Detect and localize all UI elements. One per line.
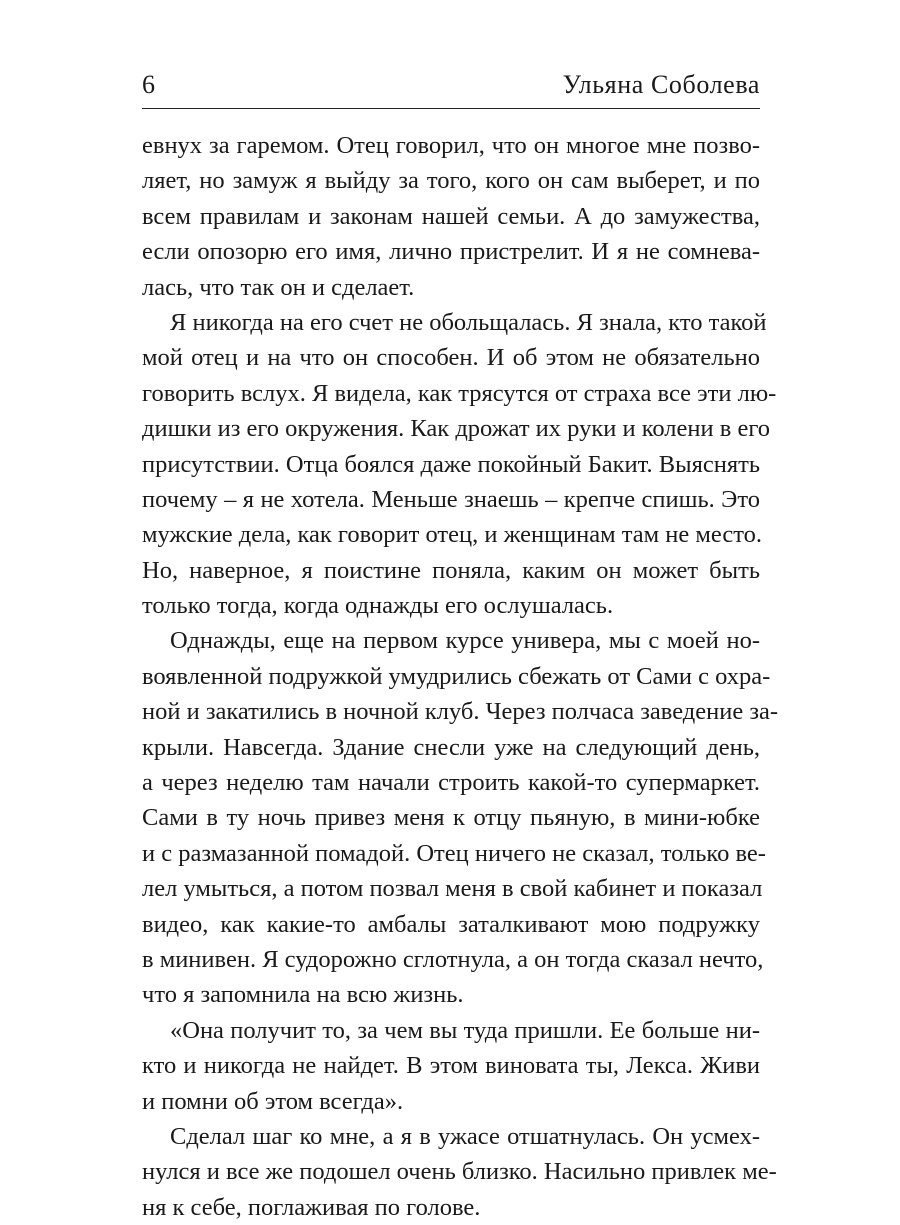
text-line: ляет, но замуж я выйду за того, кого он сам выберет, и по: [142, 167, 760, 195]
paragraph-1: [142, 128, 760, 305]
text-line: мужские дела, как говорит отец, и женщинам там не место.: [142, 521, 762, 549]
text-line: мой отец и на что он способен. И об этом не обязательно: [142, 344, 760, 372]
running-header: [142, 58, 760, 109]
text-line: дишки из его окружения. Как дрожат их руки и колени в его: [142, 415, 771, 443]
text-line: видео, как какие-то амбалы заталкивают мою подружку: [142, 910, 760, 938]
text-line: кто и никогда не найдет. В этом виновата ты, Лекса. Живи: [142, 1052, 760, 1080]
text-line: присутствии. Отца боялся даже покойный Бакит. Выяснять: [142, 450, 760, 478]
text-line: а через неделю там начали строить какой-то супермаркет.: [142, 769, 760, 797]
text-line: Сделал шаг ко мне, а я в ужасе отшатнулась. Он усмех-: [170, 1122, 760, 1150]
body-text: [142, 128, 779, 1225]
text-line: что я запомнила на всю жизнь.: [142, 981, 464, 1009]
text-line: Сами в ту ночь привез меня к отцу пьяную, в мини-юбке: [142, 804, 760, 832]
text-line: и с размазанной помадой. Отец ничего не сказал, только ве-: [142, 839, 766, 867]
page-number: 6: [142, 70, 155, 99]
text-line: евнух за гаремом. Отец говорил, что он многое мне позво-: [142, 132, 760, 159]
text-line: только тогда, когда однажды его ослушалась.: [142, 592, 614, 620]
paragraph-4: [142, 1013, 760, 1119]
text-line: в минивен. Я судорожно сглотнула, а он тогда сказал нечто,: [142, 945, 764, 973]
text-line: «Она получит то, за чем вы туда пришли. Ее больше ни-: [170, 1016, 760, 1044]
text-line: лел умыться, а потом позвал меня в свой кабинет и показал: [142, 875, 763, 903]
text-line: воявленной подружкой умудрились сбежать от Сами с охра-: [142, 662, 771, 690]
text-line: лась, что так он и сделает.: [142, 273, 415, 301]
text-line: ной и закатились в ночной клуб. Через полчаса заведение за-: [142, 698, 779, 726]
text-line: и помни об этом всегда».: [142, 1087, 404, 1115]
text-line: Я никогда на его счет не обольщалась. Я знала, кто такой: [170, 308, 767, 336]
text-line: говорить вслух. Я видела, как трясутся от страха все эти лю-: [142, 379, 777, 407]
text-line: почему – я не хотела. Меньше знаешь – крепче спишь. Это: [142, 485, 760, 513]
text-line: ня к себе, поглаживая по голове.: [142, 1193, 481, 1221]
text-line: Но, наверное, я поистине поняла, каким он может быть: [142, 556, 760, 584]
paragraph-2: [142, 305, 777, 624]
text-line: нулся и все же подошел очень близко. Насильно привлек ме-: [142, 1158, 777, 1186]
text-line: Однажды, еще на первом курсе универа, мы с моей но-: [170, 627, 760, 655]
paragraph-5: [142, 1119, 777, 1225]
paragraph-3: [142, 623, 779, 1012]
text-line: если опозорю его имя, лично пристрелит. И я не сомнева-: [142, 238, 760, 266]
text-line: всем правилам и законам нашей семьи. А до замужества,: [142, 202, 760, 230]
author-name: Ульяна Соболева: [562, 70, 760, 99]
text-line: крыли. Навсегда. Здание снесли уже на следующий день,: [142, 733, 760, 761]
